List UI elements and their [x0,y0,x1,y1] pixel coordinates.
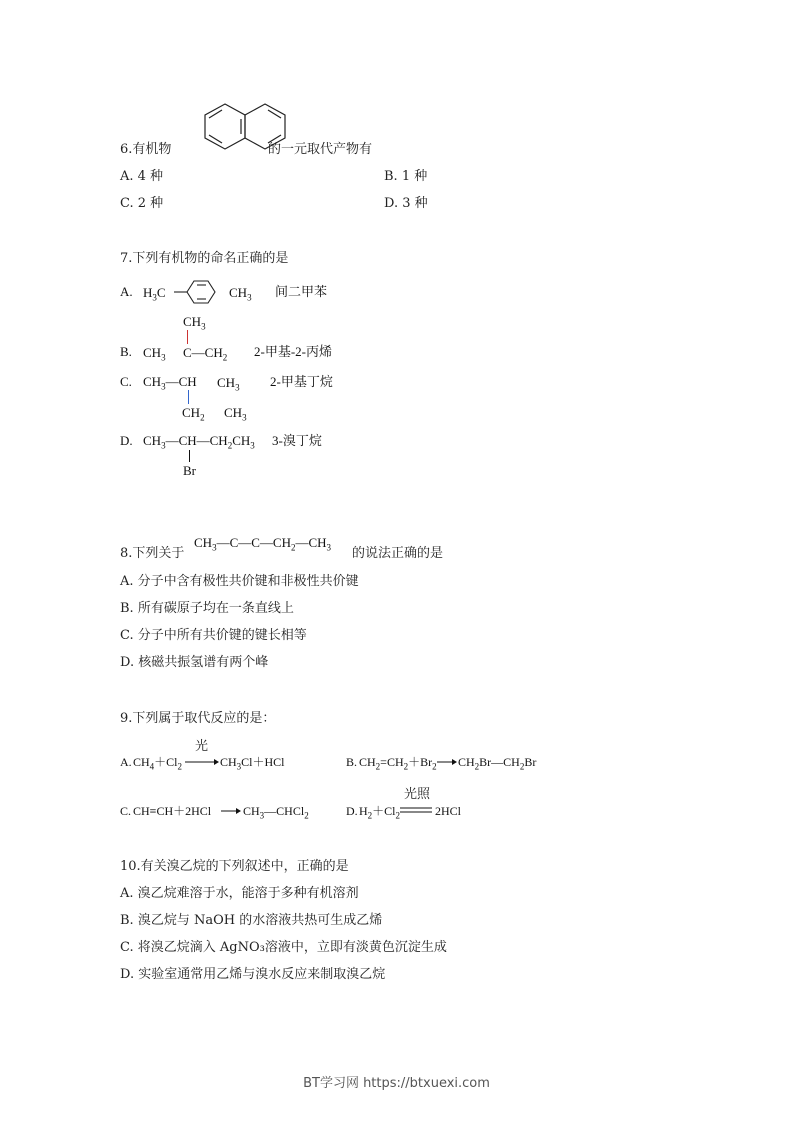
q7-a-name: 间二甲苯 [275,284,328,299]
q7-c-name: 2-甲基丁烷 [270,374,333,389]
q10-option-a: A. 溴乙烷难溶于水，能溶于多种有机溶剂 [120,886,359,901]
q8-option-d: D. 核磁共振氢谱有两个峰 [120,655,269,670]
q6-stem-prefix: 6.有机物 [120,142,172,157]
q6-option-c: C. 2 种 [120,196,164,211]
q7-b-name: 2-甲基-2-丙烯 [254,344,332,359]
q7-d-vertical-bond [189,450,190,462]
q10-stem: 10.有关溴乙烷的下列叙述中，正确的是 [120,859,349,874]
q9-d-products: 2HCl [435,804,462,818]
q10-option-d: D. 实验室通常用乙烯与溴水反应来制取溴乙烷 [120,967,386,982]
q7-a-formula-h3c: $H_3C$ [143,285,166,303]
q7-c-formula-ch3: $CH_3$ [217,375,240,393]
q7-b-top-ch3: $CH_3$ [183,314,206,332]
q7-d-label: D. [120,433,133,448]
q7-c-vertical-bond [188,390,189,404]
q6-option-a: A. 4 种 [120,169,164,184]
q9-a-condition: 光 [195,739,209,754]
q7-a-formula-ch3: $CH_3$ [229,285,252,303]
q6-option-d: D. 3 种 [384,196,428,211]
q7-d-name: 3-溴丁烷 [272,433,322,448]
q9-a-label: A. [120,755,132,769]
q9-d-condition: 光照 [404,787,431,802]
q7-b-label: B. [120,344,132,359]
q9-c-reactants: CH≡CH＋2HCl [133,804,212,818]
q7-d-formula-br: Br [183,463,196,478]
q7-stem: 7.下列有机物的命名正确的是 [120,251,289,266]
q7-c-formula-main: $CH_3—CH$ [143,374,197,392]
q8-option-a: A. 分子中含有极性共价键和非极性共价键 [120,574,359,589]
q7-d-formula: $CH_3—CH—CH_2CH_3$ [143,433,255,451]
q7-c-label: C. [120,374,132,389]
q6-option-b: B. 1 种 [384,169,428,184]
q6-stem-suffix: 的一元取代产物有 [268,142,373,157]
q8-formula: $CH_3—C—C—CH_2—CH_3$ [194,535,332,553]
q7-a-label: A. [120,284,133,299]
q8-option-c: C. 分子中所有共价键的键长相等 [120,628,307,643]
q9-d-reactants: $H_2+Cl_2$ [359,804,401,821]
q9-d-label: D. [346,804,358,818]
q10-option-c: C. 将溴乙烷滴入 AgNO₃溶液中，立即有淡黄色沉淀生成 [120,940,447,955]
q8-stem-suffix: 的说法正确的是 [352,546,444,561]
q7-b-vertical-bond [187,330,188,344]
footer-watermark[interactable]: BT学习网 https://btxuexi.com [303,1076,490,1091]
q7-c-formula-bottom-ch3: $CH_3$ [224,405,247,423]
q8-stem-prefix: 8.下列关于 [120,546,185,561]
q8-option-b: B. 所有碳原子均在一条直线上 [120,601,294,616]
q9-a-products: $CH_3Cl+HCl$ [220,755,285,772]
q9-c-label: C. [120,804,132,818]
q10-option-b: B. 溴乙烷与 NaOH 的水溶液共热可生成乙烯 [120,913,383,928]
q7-b-formula-left: $CH_3$ [143,345,166,363]
q9-b-reactants: $CH_2=CH_2+Br_2$ [359,755,437,772]
q9-c-products: $CH_3—CHCl_2$ [243,804,309,821]
q9-stem: 9.下列属于取代反应的是： [120,711,276,726]
q7-c-formula-bottom: $CH_2$ [182,405,205,423]
q9-b-products: $CH_2Br—CH_2Br$ [458,755,537,772]
q9-a-reactants: $CH_4+Cl_2$ [133,755,183,772]
q7-b-formula-right: $C—CH_2$ [183,345,228,363]
q9-b-label: B. [346,755,358,769]
